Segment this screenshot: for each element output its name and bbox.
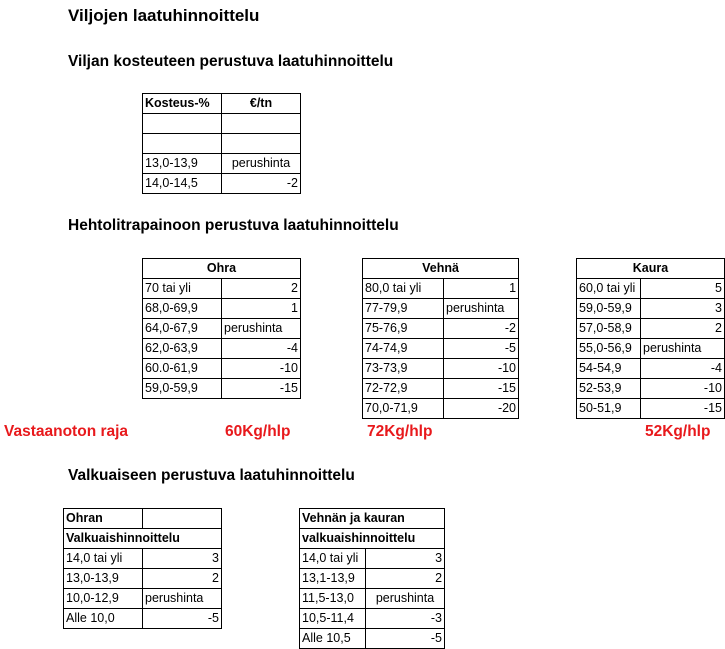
table-cell <box>222 114 301 134</box>
table-row <box>143 379 301 399</box>
table-cell: 1 <box>222 299 301 319</box>
table-cell: perushinta <box>222 319 301 339</box>
table-cell: -10 <box>222 359 301 379</box>
table-cell: 5 <box>641 279 725 299</box>
table-cell: -4 <box>641 359 725 379</box>
table-cell: 3 <box>641 299 725 319</box>
table-cell: perushinta <box>222 154 301 174</box>
ohra-hectoliter-table <box>142 258 301 399</box>
table-cell: 60,0 tai yli <box>577 279 641 299</box>
table-row <box>577 299 725 319</box>
table-cell: -4 <box>222 339 301 359</box>
table-row <box>64 609 222 629</box>
table-row <box>143 319 301 339</box>
table-row <box>363 379 519 399</box>
table-row <box>143 359 301 379</box>
table-cell: 2 <box>143 569 222 589</box>
table-subtitle: valkuaishinnoittelu <box>300 529 445 549</box>
table-cell <box>143 114 222 134</box>
table-cell: 13,0-13,9 <box>64 569 143 589</box>
table-subtitle: Valkuaishinnoittelu <box>64 529 222 549</box>
table-row <box>143 154 301 174</box>
table-title: Vehnän ja kauran <box>300 509 445 529</box>
table-title: Ohran <box>64 509 143 529</box>
table-row <box>300 569 445 589</box>
table-cell: 54-54,9 <box>577 359 641 379</box>
reception-limit-label: Vastaanoton raja <box>4 423 129 440</box>
table-header-row <box>363 259 519 279</box>
table-row <box>577 339 725 359</box>
table-cell: 52-53,9 <box>577 379 641 399</box>
table-cell: 70,0-71,9 <box>363 399 444 419</box>
hectoliter-heading: Hehtolitrapainoon perustuva laatuhinnoittelu <box>68 217 399 234</box>
table-row <box>577 359 725 379</box>
page-title: Viljojen laatuhinnoittelu <box>68 6 260 25</box>
table-cell: 13,0-13,9 <box>143 154 222 174</box>
table-cell: Alle 10,5 <box>300 629 366 649</box>
table-cell: 57,0-58,9 <box>577 319 641 339</box>
table-cell: 3 <box>143 549 222 569</box>
table-row <box>363 319 519 339</box>
table-cell: 13,1-13,9 <box>300 569 366 589</box>
table-row <box>300 549 445 569</box>
table-cell: 70 tai yli <box>143 279 222 299</box>
table-row <box>143 299 301 319</box>
table-cell: 74-74,9 <box>363 339 444 359</box>
table-row <box>363 399 519 419</box>
table-row <box>143 279 301 299</box>
table-cell: perushinta <box>641 339 725 359</box>
table-row <box>577 399 725 419</box>
table-cell: 50-51,9 <box>577 399 641 419</box>
protein-heading: Valkuaiseen perustuva laatuhinnoittelu <box>68 467 355 484</box>
table-cell: -2 <box>222 174 301 194</box>
table-cell: -10 <box>641 379 725 399</box>
table-cell: 75-76,9 <box>363 319 444 339</box>
table-cell: 1 <box>444 279 519 299</box>
table-row <box>300 609 445 629</box>
table-cell: 68,0-69,9 <box>143 299 222 319</box>
vehna-limit: 72Kg/hlp <box>367 423 433 440</box>
table-cell: 14,0 tai yli <box>300 549 366 569</box>
table-cell: 10,0-12,9 <box>64 589 143 609</box>
column-header: Kosteus-% <box>143 94 222 114</box>
table-row <box>143 134 301 154</box>
kaura-hectoliter-table <box>576 258 725 419</box>
table-cell: -15 <box>641 399 725 419</box>
ohra-protein-table <box>63 508 222 629</box>
vehna-kaura-protein-table <box>299 508 445 649</box>
table-cell: 59,0-59,9 <box>577 299 641 319</box>
table-header-row <box>143 259 301 279</box>
table-cell: -10 <box>444 359 519 379</box>
table-cell: 77-79,9 <box>363 299 444 319</box>
table-cell: 59,0-59,9 <box>143 379 222 399</box>
table-cell: -5 <box>366 629 445 649</box>
table-cell: 2 <box>366 569 445 589</box>
table-row <box>64 549 222 569</box>
table-cell: 10,5-11,4 <box>300 609 366 629</box>
table-row <box>577 379 725 399</box>
table-header-row <box>300 509 445 529</box>
table-row <box>143 174 301 194</box>
column-header: €/tn <box>222 94 301 114</box>
table-cell: 72-72,9 <box>363 379 444 399</box>
table-header-row <box>64 529 222 549</box>
table-row <box>143 114 301 134</box>
moisture-heading: Viljan kosteuteen perustuva laatuhinnoittelu <box>68 53 394 70</box>
table-header-row <box>577 259 725 279</box>
table-header-row <box>64 509 222 529</box>
table-row <box>300 629 445 649</box>
table-row <box>300 589 445 609</box>
table-cell <box>222 134 301 154</box>
table-cell: 62,0-63,9 <box>143 339 222 359</box>
ohra-limit: 60Kg/hlp <box>225 423 291 440</box>
table-cell: perushinta <box>366 589 445 609</box>
table-row <box>577 279 725 299</box>
table-cell: 2 <box>641 319 725 339</box>
kaura-limit: 52Kg/hlp <box>645 423 711 440</box>
table-row <box>363 359 519 379</box>
table-header-row <box>300 529 445 549</box>
table-cell: 3 <box>366 549 445 569</box>
table-row <box>363 299 519 319</box>
table-cell <box>143 134 222 154</box>
table-row <box>64 569 222 589</box>
moisture-table <box>142 93 301 194</box>
table-cell: -20 <box>444 399 519 419</box>
table-cell: 55,0-56,9 <box>577 339 641 359</box>
table-cell: Alle 10,0 <box>64 609 143 629</box>
table-cell: 64,0-67,9 <box>143 319 222 339</box>
table-cell: -5 <box>143 609 222 629</box>
table-cell: -15 <box>222 379 301 399</box>
table-title: Kaura <box>577 259 725 279</box>
table-cell: 14,0-14,5 <box>143 174 222 194</box>
table-cell: 2 <box>222 279 301 299</box>
table-cell: -3 <box>366 609 445 629</box>
table-cell: 80,0 tai yli <box>363 279 444 299</box>
table-cell <box>143 509 222 529</box>
table-cell: -2 <box>444 319 519 339</box>
table-cell: perushinta <box>444 299 519 319</box>
table-cell: perushinta <box>143 589 222 609</box>
table-row <box>363 339 519 359</box>
table-title: Vehnä <box>363 259 519 279</box>
table-row <box>143 339 301 359</box>
table-cell: -15 <box>444 379 519 399</box>
table-row <box>577 319 725 339</box>
vehna-hectoliter-table <box>362 258 519 419</box>
table-title: Ohra <box>143 259 301 279</box>
table-row <box>64 589 222 609</box>
table-cell: 11,5-13,0 <box>300 589 366 609</box>
table-header-row <box>143 94 301 114</box>
table-cell: -5 <box>444 339 519 359</box>
table-cell: 60.0-61,9 <box>143 359 222 379</box>
table-cell: 73-73,9 <box>363 359 444 379</box>
table-row <box>363 279 519 299</box>
table-cell: 14,0 tai yli <box>64 549 143 569</box>
